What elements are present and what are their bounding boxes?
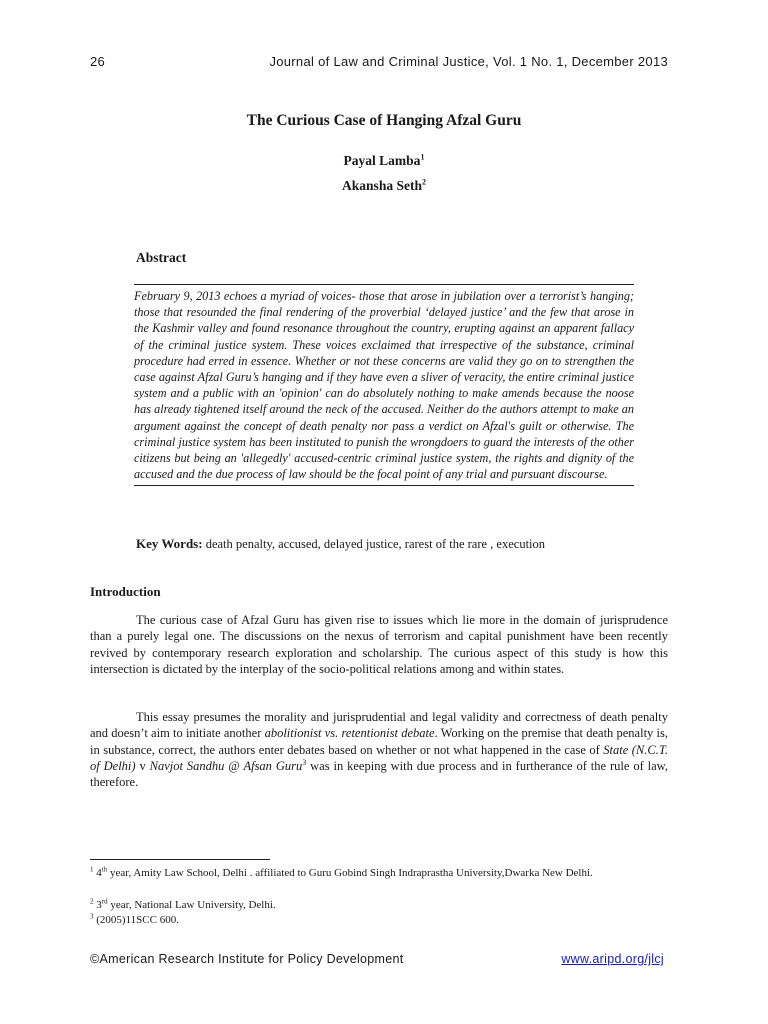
keywords-text: death penalty, accused, delayed justice, rarest of the rare , execution — [205, 537, 546, 551]
italic-phrase: abolitionist vs. retentionist debate — [264, 726, 435, 741]
author-note-ref: 1 — [420, 152, 425, 162]
author-2 — [0, 178, 768, 194]
author-name: Payal Lamba — [343, 153, 421, 168]
publisher-copyright: ©American Research Institute for Policy Development — [90, 952, 404, 966]
page-header — [90, 54, 668, 72]
case-name: State (N.C.T. of Delhi) — [90, 742, 668, 773]
introduction-heading: Introduction — [90, 584, 161, 599]
author-name: Akansha Seth — [342, 178, 422, 193]
website-link[interactable]: www.aripd.org/jlcj — [561, 952, 664, 966]
abstract-heading: Abstract — [136, 250, 187, 265]
keywords — [136, 536, 545, 552]
author-1 — [0, 153, 768, 169]
journal-citation: Journal of Law and Criminal Justice, Vol. 1 No. 1, December 2013 — [269, 54, 668, 69]
abstract-box — [134, 284, 634, 486]
footnote-divider — [90, 859, 270, 860]
footnote-1: $^1$ 4th year, Amity Law School, Delhi . affiliated to Guru Gobind Singh Indraprastha University,Dwarka New Delhi. — [90, 865, 593, 879]
case-name: Navjot Sandhu @ Afsan Guru — [149, 758, 303, 773]
page-number: 26 — [90, 54, 106, 69]
footnote-2: $^2$ 3rd year, National Law University, Delhi. — [90, 897, 276, 911]
article-title: The Curious Case of Hanging Afzal Guru — [246, 112, 522, 129]
intro-paragraph-2: This essay presumes the morality and jurisprudential and legal validity and correctness of death penalty and doesn’t aim to initiate another abolitionist vs. retentionist debate. Working on the premise that death penalty is, in substance, correct, the authors enter debates based on whether or not what happened in the case of State (N.C.T. of Delhi) v Navjot Sandhu @ Afsan Guru$^3$ was in keeping with due process and in furtherance of the rule of law, therefore. — [90, 710, 668, 790]
abstract-text: February 9, 2013 echoes a myriad of voices- those that arose in jubilation over a terrorist’s hanging; those that resounded the final rendering of the proverbial ‘delayed justice’ and the few that arose in the Kashmir valley and found resonance throughout the country, erupting against an apparent fallacy of the criminal justice system. These voices exclaimed that irrespective of the substance, criminal procedure had erred in essence. Whether or not these concerns are valid they go on to strengthen the case against Afzal Guru’s hanging and if they have even a sliver of veracity, the entire criminal justice system and a public with an 'opinion' can do absolutely nothing to make amends because the noose has already tightened itself around the neck of the accused. Neither do the authors attempt to make an argument against the concept of death penalty nor pass a verdict on Afzal's guilt or otherwise. The criminal justice system has been instituted to punish the wrongdoers to guard the interests of the other citizens but being an 'allegedly' accused-centric criminal justice system, the rights and dignity of the accused and the due process of law should be the focal point of any trial and pursuant discourse. — [134, 289, 634, 482]
page-footer — [90, 952, 668, 970]
footnote-ref: 3 — [302, 757, 307, 767]
author-note-ref: 2 — [421, 177, 426, 187]
footnote-3: $^3$ (2005)11SCC 600. — [90, 912, 179, 926]
intro-paragraph-1: The curious case of Afzal Guru has given rise to issues which lie more in the domain of jurisprudence than a purely legal one. The discussions on the nexus of terrorism and capital punishment have been recently revived by contemporary research exploration and scholarship. The curious aspect of this study is how this intersection is dictated by the interplay of the socio-political relations among and within states. — [90, 613, 668, 676]
keywords-label: Key Words: — [136, 536, 203, 551]
